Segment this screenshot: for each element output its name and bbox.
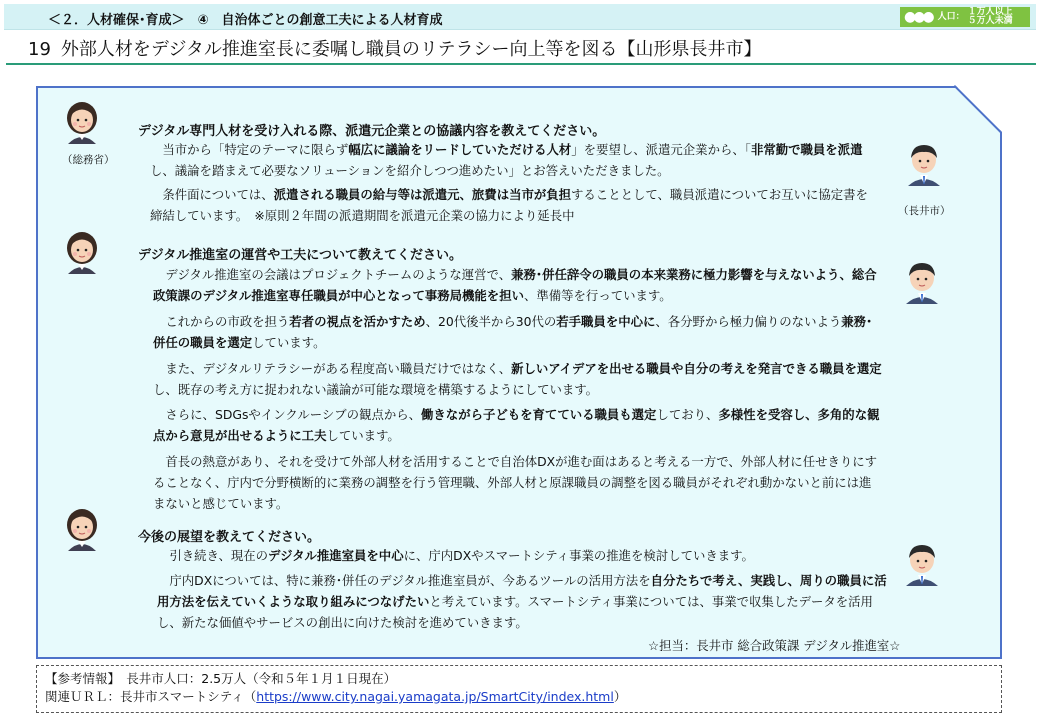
people-icon: ●●● bbox=[904, 8, 932, 25]
population-badge bbox=[900, 7, 1030, 27]
body-text: 、各分野から極力偏りのないよう bbox=[655, 314, 842, 329]
emphasis-text: 働きながら子どもを育てている職員も選定 bbox=[421, 407, 657, 422]
question-1: デジタル専門人材を受け入れる際、派遣元企業との協議内容を教えてください。 bbox=[138, 124, 606, 139]
body-text: 条件面については、 bbox=[150, 187, 274, 202]
emphasis-text: デジタル推進室員を中心 bbox=[268, 548, 404, 563]
body-text: することとして、職員派遣についてお互いに協定書を締結しています。 ※原則２年間の派遣期間を派遣元企業の協力により延長中 bbox=[150, 187, 868, 223]
section-header-bar bbox=[4, 4, 1036, 30]
question-2: デジタル推進室の運営や工夫について教えてください。 bbox=[138, 248, 462, 263]
question-3: 今後の展望を教えてください。 bbox=[138, 530, 321, 545]
emphasis-text: 幅広に議論をリードしていただける人材 bbox=[348, 142, 572, 157]
body-text: 引き続き、現在の bbox=[157, 548, 269, 563]
man-avatar-icon bbox=[900, 258, 944, 304]
body-text: しています。 bbox=[326, 428, 400, 443]
population-badge-prefix: 人口： bbox=[937, 11, 965, 22]
body-text: 」を要望し、派遣元企業から、「 bbox=[571, 142, 751, 157]
body-text: と考えています。スマートシティ事業については、事業で収集したデータを活用し、新たな価値やサービスの創出に向けた検討を進めていきます。 bbox=[157, 594, 873, 630]
answer-3-para-1 bbox=[157, 545, 887, 566]
woman-avatar-icon bbox=[60, 98, 104, 144]
answer-1-para-2 bbox=[150, 184, 880, 226]
emphasis-text: 若手職員を中心に bbox=[556, 314, 656, 329]
case-number: 19 bbox=[28, 39, 51, 60]
body-text: 当市から「特定のテーマに限らず bbox=[150, 142, 349, 157]
page-title bbox=[6, 35, 1036, 65]
man-avatar-icon bbox=[900, 540, 944, 586]
answer-3-para-2 bbox=[157, 570, 887, 633]
emphasis-text: 新しいアイデアを出せる職員や自分の考えを発言できる職員を選定 bbox=[511, 361, 882, 376]
body-text: 、準備等を行っています。 bbox=[523, 288, 672, 303]
reference-url-suffix: ） bbox=[613, 689, 627, 704]
emphasis-text: 派遣される職員の給与等は派遣元、旅費は当市が負担 bbox=[273, 187, 572, 202]
body-text: また、デジタルリテラシーがある程度高い職員だけではなく、 bbox=[153, 361, 512, 376]
ministry-label: （総務省） bbox=[62, 154, 115, 166]
woman-avatar-icon bbox=[60, 228, 104, 274]
answer-2-para-3 bbox=[153, 358, 883, 400]
body-text: し、議論を踏まえて必要なソリューションを紹介しつつ進めたい」とお答えいただきました。 bbox=[150, 163, 670, 178]
emphasis-text: 非常勤で職員を派遣 bbox=[750, 142, 863, 157]
answer-2-para-5 bbox=[153, 451, 883, 514]
body-text: しています。 bbox=[252, 335, 326, 350]
reference-population: 【参考情報】 長井市人口：2.5万人（令和５年１月１日現在） bbox=[45, 671, 397, 686]
population-badge-line2: ５万人未満 bbox=[967, 16, 1013, 26]
contact-info: ☆担当：長井市 総合政策課 デジタル推進室☆ bbox=[648, 638, 901, 653]
body-text: し、既存の考え方に捉われない議論が可能な環境を構築するようにしています。 bbox=[153, 382, 599, 397]
answer-1-para-1 bbox=[150, 139, 880, 181]
answer-2-para-1 bbox=[153, 264, 883, 306]
emphasis-text: 若者の視点を活かすため bbox=[289, 314, 426, 329]
population-badge-line1: １万人以上 bbox=[967, 7, 1013, 17]
woman-avatar-icon bbox=[60, 505, 104, 551]
reference-box bbox=[36, 665, 1002, 713]
answer-2-para-2 bbox=[153, 311, 883, 353]
body-text: 、20代後半から30代の bbox=[425, 314, 557, 329]
answer-2-para-4 bbox=[153, 404, 883, 446]
emphasis-text: 兼務･併任の職員を選定 bbox=[153, 314, 873, 350]
reference-url-prefix: 関連ＵＲＬ：長井市スマートシティ（ bbox=[45, 689, 257, 704]
body-text: しており、 bbox=[656, 407, 719, 422]
man-avatar-icon bbox=[902, 140, 946, 186]
emphasis-text: 自分たちで考え、実践し、周りの職員に活用方法を伝えていくような取り組みにつなげたい bbox=[157, 573, 887, 609]
body-text: 庁内DXについては、特に兼務･併任のデジタル推進室員が、今あるツールの活用方法を bbox=[157, 573, 651, 588]
body-text: これからの市政を担う bbox=[153, 314, 290, 329]
body-text: デジタル推進室の会議はプロジェクトチームのような運営で、 bbox=[153, 267, 512, 282]
city-label: （長井市） bbox=[898, 205, 951, 217]
body-text: に、庁内DXやスマートシティ事業の推進を検討していきます。 bbox=[403, 548, 754, 563]
body-text: 首長の熱意があり、それを受けて外部人材を活用することで自治体DXが進む面はあると考える一方で、外部人材に任せきりにすることなく、庁内で分野横断的に業務の調整を行う管理職、外部人材と原課職員の調整を図る職員がそれぞれ動かないと前には進まないと感じています。 bbox=[153, 454, 878, 511]
section-heading: ＜２．人材確保･育成＞ ④ 自治体ごとの創意工夫による人材育成 bbox=[48, 13, 443, 28]
emphasis-text: 多様性を受容し、多角的な観点から意見が出せるように工夫 bbox=[153, 407, 880, 443]
smart-city-link[interactable]: https://www.city.nagai.yamagata.jp/SmartCity/index.html bbox=[256, 689, 614, 704]
title-text: 外部人材をデジタル推進室長に委嘱し職員のリテラシー向上等を図る【山形県長井市】 bbox=[60, 39, 762, 60]
body-text: さらに、SDGsやインクルーシブの観点から、 bbox=[153, 407, 422, 422]
emphasis-text: 兼務･併任辞令の職員の本来業務に極力影響を与えないよう、総合政策課のデジタル推進室専任職員が中心となって事務局機能を担い bbox=[153, 267, 877, 303]
reference-url-line bbox=[45, 688, 993, 706]
